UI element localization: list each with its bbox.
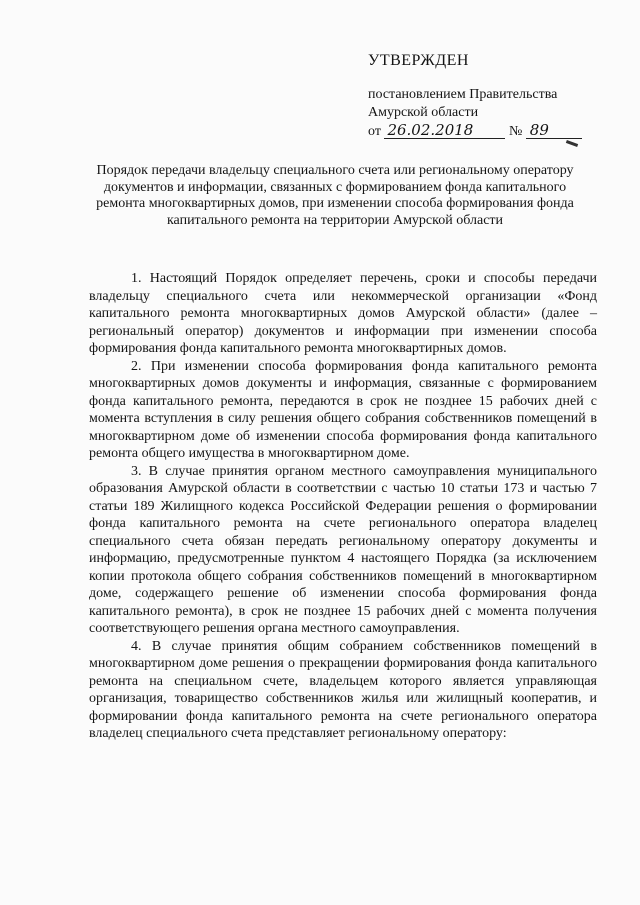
approval-heading: УТВЕРЖДЕН	[368, 52, 469, 69]
paragraph-1: 1. Настоящий Порядок определяет перечень, сроки и способы передачи владельцу специального счета или некоммерческой организации «Фонд капитального ремонта многоквартирных домов Амурской области» (далее – региональный оператор) документов и информации при изменении способа формирования фонда капитального ремонта многоквартирных домов.	[89, 271, 597, 356]
paragraph-3: 3. В случае принятия органом местного самоуправления муниципального образования Амурской области в соответствии с частью 10 статьи 173 и частью 7 статьи 189 Жилищного кодекса Российской Федерации решения о формировании фонда капитального ремонта на счете регионального оператора владелец специального счета обязан передать региональному оператору документы и информацию, предусмотренные пунктом 4 настоящего Порядка (за исключением копии протокола общего собрания собственников помещений в многоквартирном доме, содержащего решение об изменении способа формирования фонда капитального ремонта), в срок не позднее 15 рабочих дней с момента получения соответствующего решения органа местного самоуправления.	[89, 463, 597, 636]
number-prefix: №	[508, 124, 523, 139]
approval-date-line	[368, 122, 618, 141]
approval-line-2: Амурской области	[368, 105, 479, 120]
date-prefix: от	[368, 124, 381, 139]
paragraph-4: 4. В случае принятия общим собранием собственников помещений в многоквартирном доме решения о прекращении формирования фонда капитального ремонта на специальном счете, владельцем которого является управляющая организация, товарищество собственников жилья или жилищный кооператив, и формировании фонда капитального ремонта на счете регионального оператора владелец специального счета представляет региональному оператору:	[89, 638, 597, 741]
handwritten-date: 26.02.2018	[384, 122, 505, 139]
document-body	[89, 270, 597, 743]
handwritten-number: 89	[526, 122, 582, 139]
document-title: Порядок передачи владельцу специального счета или региональному оператору документов и информации, связанных с формированием фонда капитального ремонта многоквартирных домов, при изменении способа формирования фонда капитального ремонта на территории Амурской области	[96, 163, 574, 228]
paragraph-2: 2. При изменении способа формирования фонда капитального ремонта многоквартирных домов документы и информация, связанные с формированием фонда капитального ремонта, передаются в срок не позднее 15 рабочих дней с момента вступления в силу решения общего собрания собственников помещений в многоквартирном доме об изменении способа формирования фонда капитального ремонта общего имущества в многоквартирном доме.	[89, 358, 597, 461]
approval-line-1: постановлением Правительства	[368, 87, 558, 102]
approval-block	[368, 50, 618, 141]
ink-mark	[566, 140, 578, 147]
